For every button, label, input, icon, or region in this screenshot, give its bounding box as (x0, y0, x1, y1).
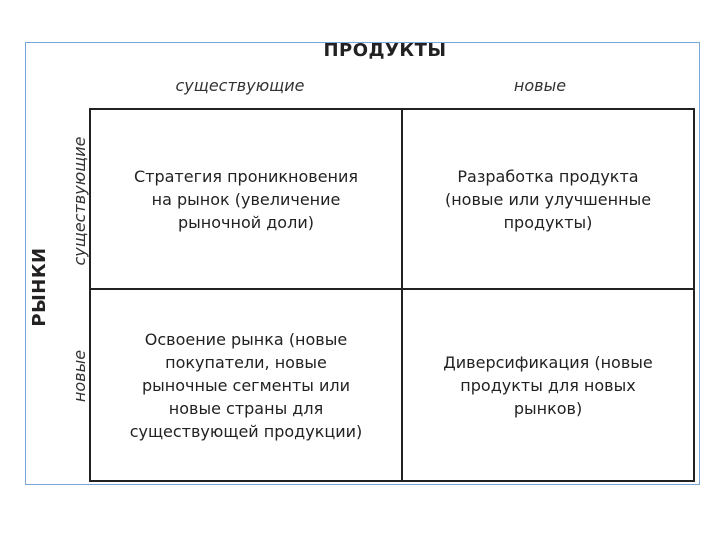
products-axis-title: ПРОДУКТЫ (323, 40, 447, 61)
quadrant-text: Стратегия проникновения на рынок (увеличение рыночной доли) (133, 166, 359, 232)
quadrant-diversification (403, 290, 693, 480)
markets-axis-title: РЫНКИ (29, 247, 50, 327)
quadrant-text: Освоение рынка (новые покупатели, новые рыночные сегменты или новые страны для существующей продукции) (129, 329, 363, 441)
quadrant-market-penetration (91, 110, 403, 290)
quadrant-text: Разработка продукта (новые или улучшенные продукты) (444, 166, 652, 232)
products-new-label: новые (513, 76, 567, 95)
quadrant-product-development (403, 110, 693, 290)
products-existing-label: существующие (175, 76, 305, 95)
ansoff-matrix (89, 108, 695, 482)
quadrant-market-development (91, 290, 403, 480)
markets-new-label: новые (70, 349, 89, 403)
quadrant-text: Диверсификация (новые продукты для новых рынков) (443, 352, 653, 418)
markets-existing-label: существующие (70, 136, 89, 266)
